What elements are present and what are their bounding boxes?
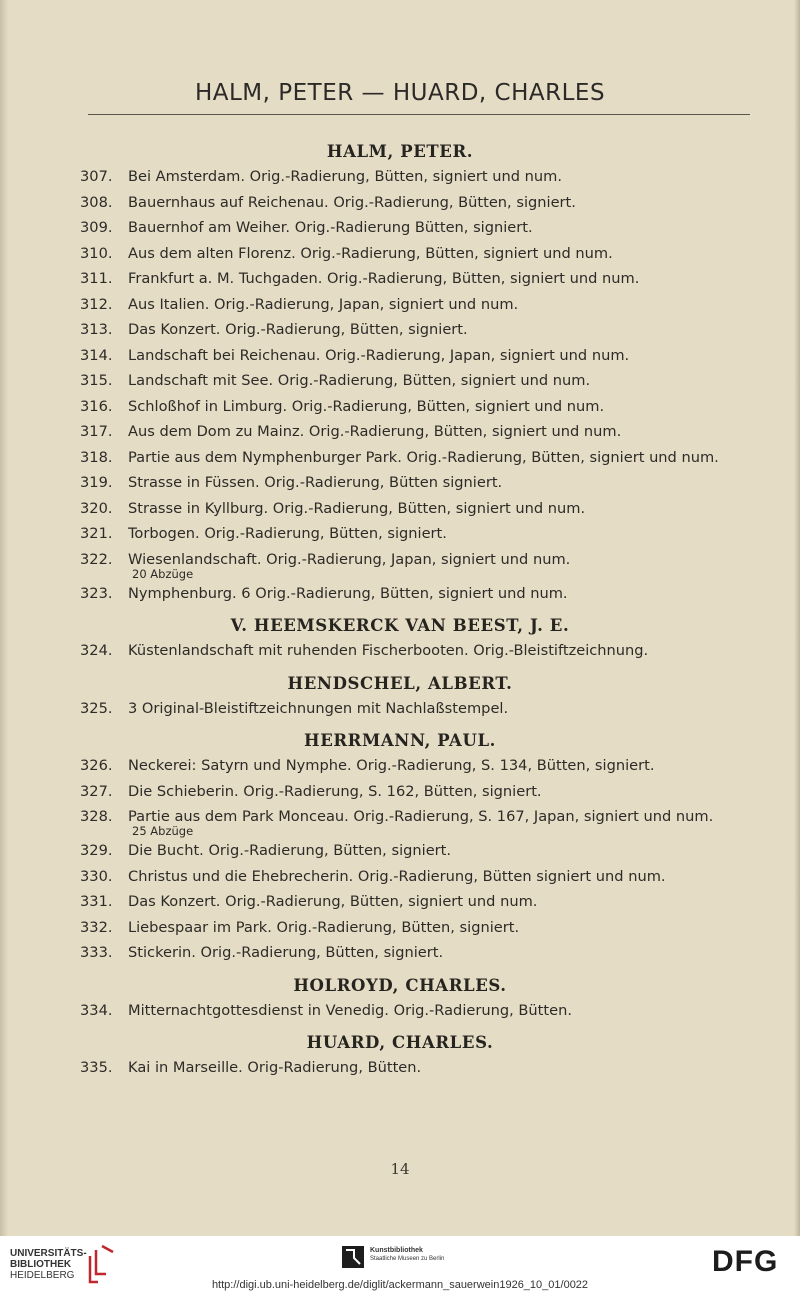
kb-logo-title: Kunstbibliothek: [370, 1247, 423, 1254]
catalogue-entry: [0, 1056, 800, 1082]
catalogue-entry: [0, 318, 800, 344]
kunstbibliothek-mark-icon: [342, 1246, 364, 1268]
artist-heading: HUARD, CHARLES.: [306, 1033, 494, 1052]
entry-number: 314.: [80, 346, 113, 364]
entry-text: Aus dem Dom zu Mainz. Orig.-Radierung, Bütten, signiert und num.: [128, 423, 622, 440]
catalogue-entry: [0, 191, 800, 217]
entry-number: 326.: [80, 757, 113, 774]
entry-text: Strasse in Füssen. Orig.-Radierung, Bütten signiert.: [128, 474, 503, 491]
entry-text: Die Schieberin. Orig.-Radierung, S. 162, Bütten, signiert.: [128, 782, 542, 800]
entry-number: 311.: [80, 270, 113, 287]
entry-number: 331.: [80, 893, 113, 910]
entry-number: 327.: [80, 782, 113, 800]
entry-number: 329.: [80, 842, 113, 859]
entry-text: Liebespaar im Park. Orig.-Radierung, Bütten, signiert.: [128, 918, 520, 936]
entry-text: Schloßhof in Limburg. Orig.-Radierung, Bütten, signiert und num.: [128, 397, 605, 415]
entry-text: Strasse in Kyllburg. Orig.-Radierung, Bütten, signiert und num.: [128, 499, 586, 517]
catalogue-entry: [0, 497, 800, 523]
catalogue-entry: [0, 344, 800, 370]
entry-number: 312.: [80, 295, 113, 313]
catalogue-entry: [0, 369, 800, 395]
entry-number: 335.: [80, 1059, 113, 1076]
uni-logo-line1: UNIVERSITÄTS-: [10, 1247, 87, 1259]
entry-text: Christus und die Ehebrecherin. Orig.-Radierung, Bütten signiert und num.: [128, 867, 666, 885]
entry-number: 321.: [80, 525, 113, 542]
entry-text: Bauernhaus auf Reichenau. Orig.-Radierung, Bütten, signiert.: [128, 193, 576, 211]
entry-text: Frankfurt a. M. Tuchgaden. Orig.-Radierung, Bütten, signiert und num.: [128, 270, 640, 287]
uni-logo-line3: HEIDELBERG: [10, 1269, 75, 1281]
entry-number: 318.: [80, 448, 113, 466]
catalogue-entry: [0, 522, 800, 548]
permalink-url[interactable]: http://digi.ub.uni-heidelberg.de/diglit/ackermann_sauerwein1926_10_01/0022: [211, 1279, 589, 1291]
entry-text: Partie aus dem Nymphenburger Park. Orig.-Radierung, Bütten, signiert und num.: [128, 448, 719, 466]
entry-number: 310.: [80, 244, 113, 262]
catalogue-entry: [0, 420, 800, 446]
entry-text: Bauernhof am Weiher. Orig.-Radierung Bütten, signiert.: [128, 219, 533, 236]
entry-edition-note: 25 Abzüge: [132, 824, 194, 838]
entry-number: 332.: [80, 918, 113, 936]
catalogue-entry: [0, 697, 800, 723]
catalogue-entry: [0, 216, 800, 242]
entry-text: Die Bucht. Orig.-Radierung, Bütten, signiert.: [128, 842, 452, 859]
running-head: HALM, PETER — HUARD, CHARLES: [194, 80, 606, 106]
entry-number: 309.: [80, 219, 113, 236]
entry-number: 320.: [80, 499, 113, 517]
university-library-logo[interactable]: [10, 1244, 116, 1284]
entry-number: 322.: [80, 550, 113, 568]
catalogue-content: [0, 138, 800, 1082]
catalogue-entry: [0, 999, 800, 1025]
catalogue-entry: [0, 267, 800, 293]
entry-number: 324.: [80, 642, 113, 659]
catalogue-entry: [0, 471, 800, 497]
catalogue-entry: [0, 582, 800, 608]
catalogue-entry: [0, 839, 800, 865]
entry-text: Landschaft mit See. Orig.-Radierung, Bütten, signiert und num.: [128, 372, 591, 389]
catalogue-entry: [0, 916, 800, 942]
page-number: 14: [390, 1160, 410, 1178]
entry-text: Das Konzert. Orig.-Radierung, Bütten, signiert.: [128, 321, 468, 338]
uni-logo-line2: BIBLIOTHEK: [10, 1258, 72, 1270]
header-rule: [88, 114, 750, 115]
entry-number: 317.: [80, 423, 113, 440]
entry-text: Torbogen. Orig.-Radierung, Bütten, signiert.: [128, 525, 447, 542]
entry-number: 334.: [80, 1001, 113, 1019]
artist-heading: V. HEEMSKERCK VAN BEEST, J. E.: [230, 616, 570, 635]
entry-edition-note: 20 Abzüge: [132, 566, 194, 581]
entry-text: Mitternachtgottesdienst in Venedig. Orig.-Radierung, Bütten.: [128, 1001, 572, 1019]
entry-text: Küstenlandschaft mit ruhenden Fischerbooten. Orig.-Bleistiftzeichnung.: [128, 642, 649, 659]
catalogue-entry: [0, 395, 800, 421]
entry-text: Stickerin. Orig.-Radierung, Bütten, signiert.: [128, 944, 444, 961]
entry-text: Bei Amsterdam. Orig.-Radierung, Bütten, signiert und num.: [128, 168, 562, 185]
catalogue-entry: [0, 165, 800, 191]
entry-text: Das Konzert. Orig.-Radierung, Bütten, signiert und num.: [128, 893, 538, 910]
catalogue-entry: [0, 548, 800, 580]
catalogue-entry: [0, 941, 800, 967]
uni-logo-mark-icon: [86, 1244, 116, 1284]
entry-number: 315.: [80, 372, 113, 389]
entry-number: 316.: [80, 397, 113, 415]
kb-logo-subtitle: Staatliche Museen zu Berlin: [370, 1256, 445, 1262]
dfg-logo[interactable]: DFG: [712, 1245, 779, 1278]
artist-heading: HALM, PETER.: [326, 142, 474, 161]
entry-text: Neckerei: Satyrn und Nymphe. Orig.-Radierung, S. 134, Bütten, signiert.: [128, 757, 655, 774]
catalogue-entry: [0, 890, 800, 916]
catalogue-entry: [0, 639, 800, 665]
entry-text: Wiesenlandschaft. Orig.-Radierung, Japan, signiert und num.: [128, 550, 571, 568]
entry-number: 307.: [80, 168, 113, 185]
catalogue-entry: [0, 242, 800, 268]
entry-number: 325.: [80, 699, 113, 717]
entry-number: 319.: [80, 474, 113, 491]
entry-number: 328.: [80, 808, 113, 825]
kunstbibliothek-logo[interactable]: [342, 1246, 444, 1268]
entry-number: 330.: [80, 867, 113, 885]
entry-text: Nymphenburg. 6 Orig.-Radierung, Bütten, signiert und num.: [128, 584, 568, 602]
artist-heading: HOLROYD, CHARLES.: [293, 975, 507, 995]
catalogue-entry: [0, 865, 800, 891]
entry-number: 333.: [80, 944, 113, 961]
entry-number: 323.: [80, 584, 113, 602]
artist-heading: HERRMANN, PAUL.: [304, 731, 496, 750]
entry-number: 308.: [80, 193, 113, 211]
catalogue-entry: [0, 805, 800, 837]
entry-text: Partie aus dem Park Monceau. Orig.-Radierung, S. 167, Japan, signiert und num.: [128, 808, 714, 825]
entry-text: Aus Italien. Orig.-Radierung, Japan, signiert und num.: [128, 295, 519, 313]
entry-number: 313.: [80, 321, 113, 338]
entry-text: 3 Original-Bleistiftzeichnungen mit Nachlaßstempel.: [128, 699, 509, 717]
catalogue-entry: [0, 293, 800, 319]
entry-text: Kai in Marseille. Orig-Radierung, Bütten.: [128, 1059, 422, 1076]
catalogue-entry: [0, 754, 800, 780]
entry-text: Aus dem alten Florenz. Orig.-Radierung, Bütten, signiert und num.: [128, 244, 613, 262]
catalogue-entry: [0, 446, 800, 472]
catalogue-entry: [0, 780, 800, 806]
entry-text: Landschaft bei Reichenau. Orig.-Radierung, Japan, signiert und num.: [128, 346, 630, 364]
artist-heading: HENDSCHEL, ALBERT.: [287, 673, 513, 693]
